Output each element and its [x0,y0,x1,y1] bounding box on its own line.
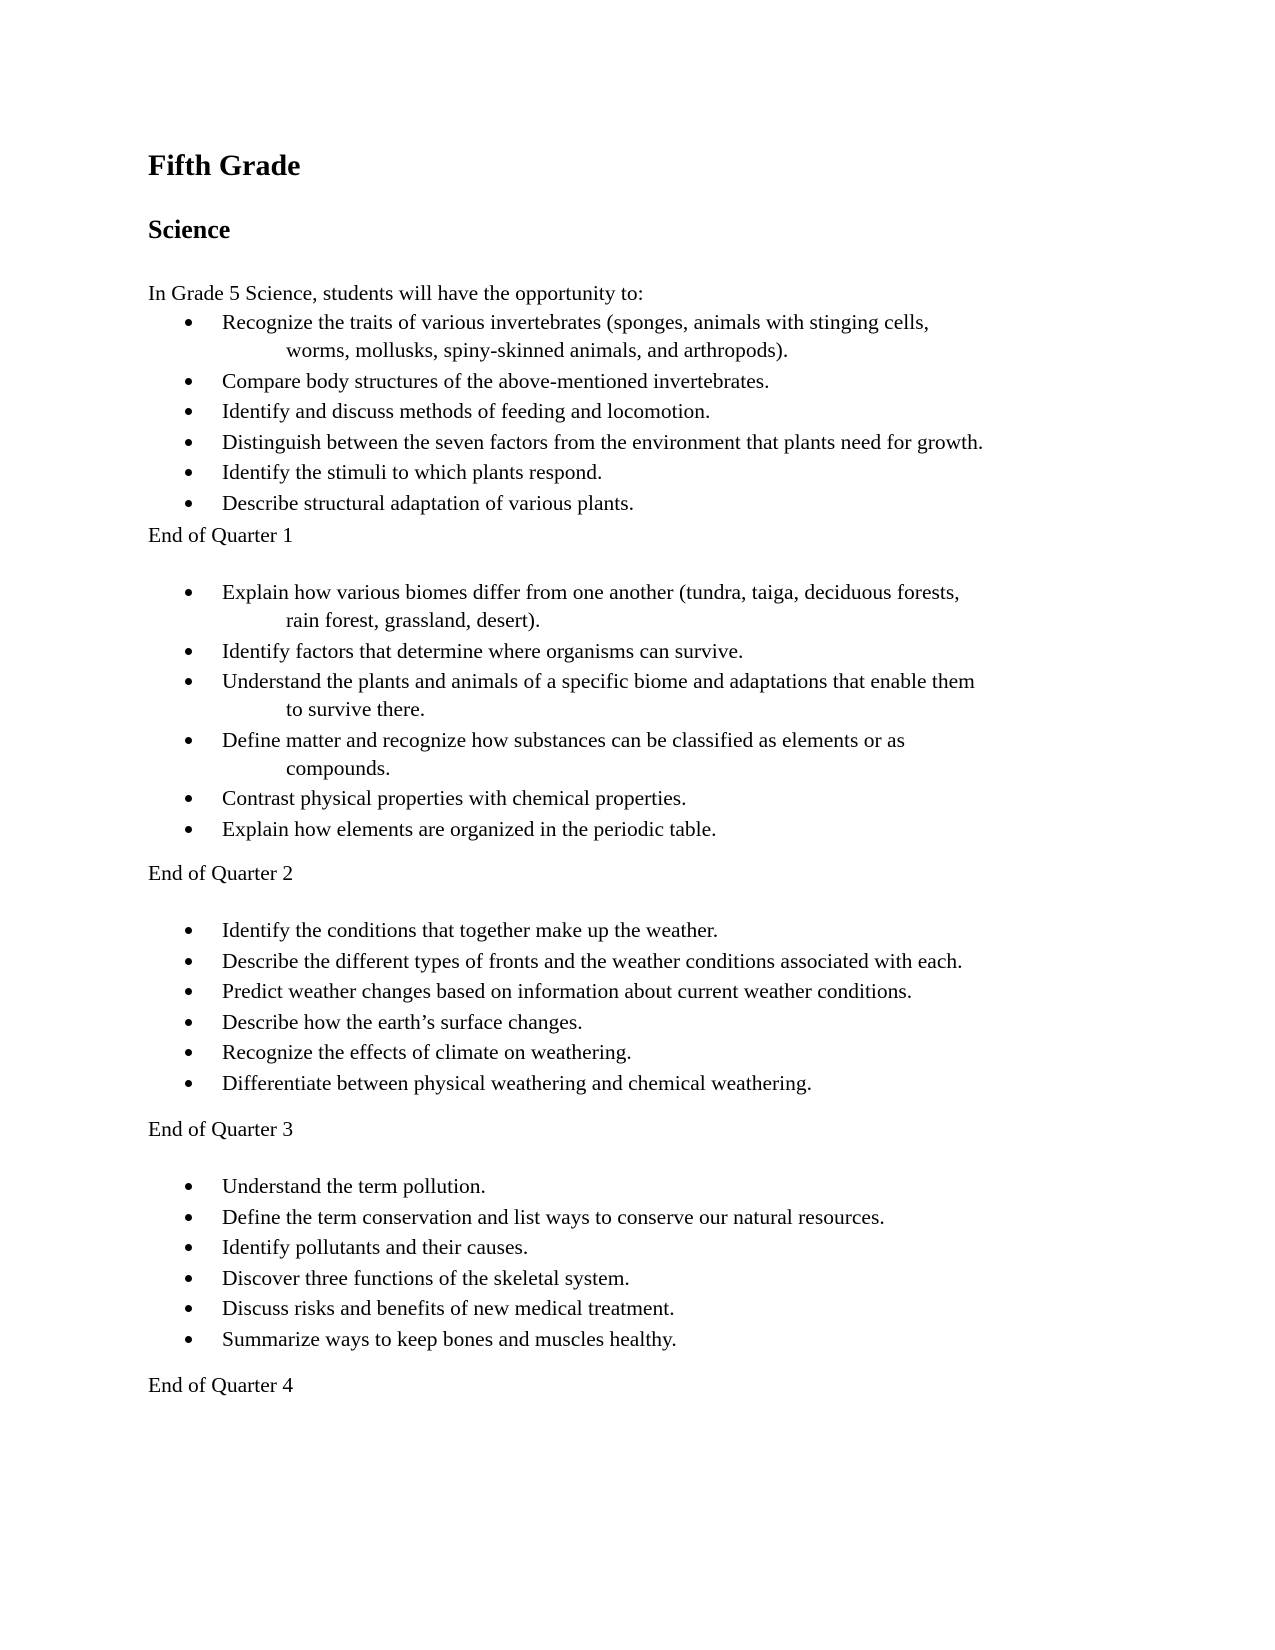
list-item: Compare body structures of the above-mentioned invertebrates. [148,367,1128,395]
bullet-icon [185,958,192,965]
quarter-4-label: End of Quarter 4 [148,1373,294,1397]
list-item: Differentiate between physical weathering and chemical weathering. [148,1069,1128,1097]
list-item: Summarize ways to keep bones and muscles healthy. [148,1325,1128,1353]
bullet-icon [185,1305,192,1312]
objective-list-q3 [148,916,1128,1099]
list-item: Recognize the traits of various invertebrates (sponges, animals with stinging cells, worms, mollusks, spiny-skinned animals, and arthropods). [148,308,1128,364]
list-item: Identify and discuss methods of feeding and locomotion. [148,397,1128,425]
quarter-1-label: End of Quarter 1 [148,523,294,547]
list-item: Identify factors that determine where organisms can survive. [148,637,1128,665]
bullet-icon [185,378,192,385]
list-item: Identify the stimuli to which plants respond. [148,458,1128,486]
list-item: Identify the conditions that together make up the weather. [148,916,1128,944]
bullet-icon [185,1336,192,1343]
bullet-icon [185,1183,192,1190]
bullet-icon [185,988,192,995]
list-item: Define matter and recognize how substances can be classified as elements or as compounds. [148,726,1128,782]
list-item: Contrast physical properties with chemical properties. [148,784,1128,812]
list-item: Describe how the earth’s surface changes. [148,1008,1128,1036]
bullet-icon [185,795,192,802]
list-item: Understand the term pollution. [148,1172,1128,1200]
list-item: Define the term conservation and list ways to conserve our natural resources. [148,1203,1128,1231]
bullet-icon [185,737,192,744]
quarter-3-label: End of Quarter 3 [148,1117,294,1141]
bullet-icon [185,319,192,326]
subject-heading: Science [148,215,231,244]
objective-list-q1 [148,308,1128,519]
bullet-icon [185,1049,192,1056]
page-title: Fifth Grade [148,149,301,182]
bullet-icon [185,469,192,476]
list-item: Understand the plants and animals of a specific biome and adaptations that enable them to survive there. [148,667,1128,723]
bullet-icon [185,1080,192,1087]
list-item: Discover three functions of the skeletal system. [148,1264,1128,1292]
list-item: Describe the different types of fronts and the weather conditions associated with each. [148,947,1128,975]
objective-list-q4 [148,1172,1128,1355]
bullet-icon [185,1275,192,1282]
bullet-icon [185,408,192,415]
list-item: Identify pollutants and their causes. [148,1233,1128,1261]
bullet-icon [185,589,192,596]
bullet-icon [185,500,192,507]
list-item: Recognize the effects of climate on weathering. [148,1038,1128,1066]
quarter-2-label: End of Quarter 2 [148,861,294,885]
bullet-icon [185,826,192,833]
objective-list-q2 [148,578,1128,845]
bullet-icon [185,439,192,446]
list-item: Predict weather changes based on information about current weather conditions. [148,977,1128,1005]
list-item: Distinguish between the seven factors from the environment that plants need for growth. [148,428,1128,456]
list-item: Explain how various biomes differ from one another (tundra, taiga, deciduous forests, rain forest, grassland, desert). [148,578,1128,634]
list-item: Discuss risks and benefits of new medical treatment. [148,1294,1128,1322]
intro-text: In Grade 5 Science, students will have the opportunity to: [148,281,644,305]
bullet-icon [185,678,192,685]
bullet-icon [185,1019,192,1026]
list-item: Explain how elements are organized in the periodic table. [148,815,1128,843]
bullet-icon [185,927,192,934]
bullet-icon [185,1244,192,1251]
list-item: Describe structural adaptation of various plants. [148,489,1128,517]
bullet-icon [185,648,192,655]
bullet-icon [185,1214,192,1221]
